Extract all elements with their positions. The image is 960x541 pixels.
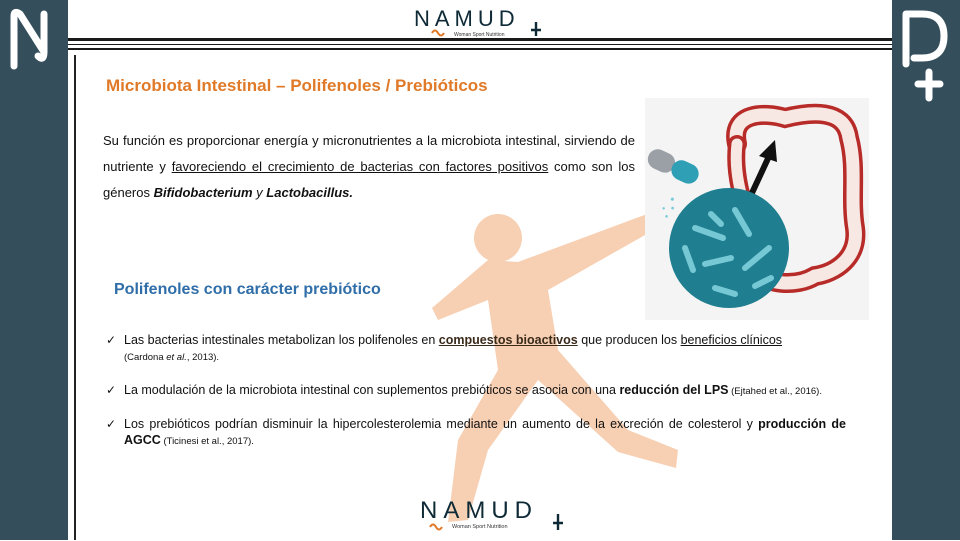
genus-bifidobacterium: Bifidobacterium <box>153 185 253 200</box>
citation: (Ticinesi et al., 2017). <box>160 436 254 447</box>
bullet-text: La modulación de la microbiota intestinal con suplementos prebióticos se asocia con una <box>124 383 620 397</box>
list-item <box>103 416 846 450</box>
citation: et al. <box>166 352 187 363</box>
intro-text-1: Su función es proporcionar energía y micronutrientes a la microbiota intestinal, sirviendo de nutriente y <box>103 133 635 174</box>
logo-tagline: Woman Sport Nutrition <box>452 524 508 530</box>
logo-wordmark: NAMUD <box>414 6 520 31</box>
checkmark-icon: ✓ <box>106 333 117 347</box>
checkmark-icon: ✓ <box>106 383 117 397</box>
citation: (Cardona <box>124 352 167 363</box>
citation: , 2013). <box>186 352 220 363</box>
section-subtitle: Polifenoles con carácter prebiótico <box>114 281 381 298</box>
bullet-highlight: producción de AGCC <box>124 417 846 447</box>
bullet-highlight: reducción del LPS <box>619 383 729 397</box>
bacteria-circle-icon <box>669 188 789 308</box>
logo-tagline: Woman Sport Nutrition <box>454 32 505 38</box>
n-letter-logo-icon <box>0 4 68 74</box>
bullet-text: Los prebióticos podrían disminuir la hipercolesterolemia mediante un aumento de la excreción de colesterol y <box>124 417 759 431</box>
intro-paragraph <box>103 128 635 206</box>
checkmark-icon: ✓ <box>106 417 117 431</box>
logo-wordmark: NAMUD <box>420 497 538 524</box>
namud-logo-bottom <box>418 492 568 536</box>
genus-lactobacillus: Lactobacillus. <box>266 185 353 200</box>
bullet-list <box>103 332 846 466</box>
intro-underlined-text: favoreciendo el crecimiento de bacterias con factores positivos <box>171 159 549 174</box>
intro-text-3: y <box>252 185 267 200</box>
bullet-text: Las bacterias intestinales metabolizan los polifenoles en <box>124 333 439 347</box>
gut-bacteria-illustration <box>645 98 869 320</box>
right-sidebar <box>892 0 960 540</box>
header-rule-top <box>68 38 892 41</box>
header-rule-thin <box>68 44 892 45</box>
header-rule-bottom <box>68 48 892 50</box>
bullet-highlight: compuestos bioactivos <box>438 333 578 347</box>
list-item <box>103 382 846 400</box>
left-sidebar <box>0 0 68 540</box>
intro-text-2: como son los géneros <box>103 159 636 200</box>
list-item <box>103 332 846 366</box>
citation: (Ejtahed et al., 2016). <box>728 386 822 397</box>
namud-logo-top <box>408 2 558 42</box>
bullet-underlined: beneficios clínicos <box>680 333 783 347</box>
slide-title: Microbiota Intestinal – Polifenoles / Prebióticos <box>106 76 488 95</box>
bullet-text: que producen los <box>577 333 681 347</box>
d-plus-logo-icon <box>892 6 960 106</box>
